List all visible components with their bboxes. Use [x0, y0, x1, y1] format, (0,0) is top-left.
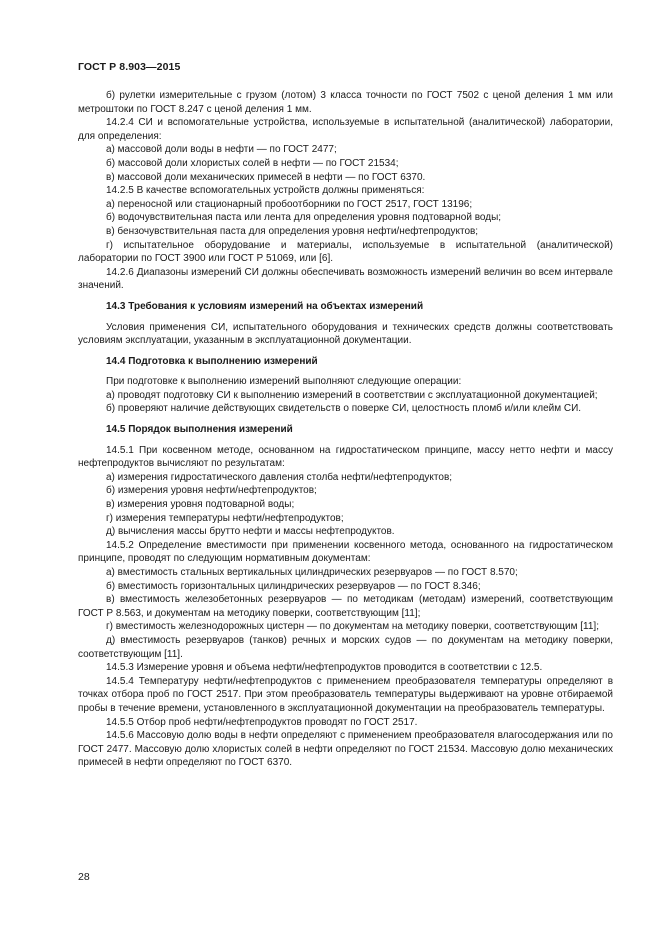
list-item: г) измерения температуры нефти/нефтепродуктов; — [106, 512, 344, 524]
section-heading-14-5: 14.5 Порядок выполнения измерений — [106, 424, 293, 436]
list-item: а) проводят подготовку СИ к выполнению измерений в соответствии с эксплуатационной документацией; — [106, 389, 598, 401]
paragraph: 14.2.5 В качестве вспомогательных устройств должны применяться: — [106, 185, 425, 197]
list-item: а) переносной или стационарный пробоотборники по ГОСТ 2517, ГОСТ 13196; — [106, 198, 473, 210]
paragraph: б) рулетки измерительные с грузом (лотом) 3 класса точности по ГОСТ 7502 с ценой деления 1 мм или метроштоки по ГОСТ 8.247 с ценой деления 1 мм. — [78, 90, 613, 115]
list-item: г) вместимость железнодорожных цистерн — по документам на методику поверки, соответствующим [11]; — [106, 621, 599, 633]
list-item: в) измерения уровня подтоварной воды; — [106, 499, 295, 511]
list-item: в) вместимость железобетонных резервуаров — по методикам (методам) измерений, соответствующим ГОСТ Р 8.563, и документам на методику поверки, соответствующим [11]; — [78, 594, 613, 619]
list-item: б) измерения уровня нефти/нефтепродуктов; — [106, 485, 317, 497]
paragraph: 14.5.5 Отбор проб нефти/нефтепродуктов проводят по ГОСТ 2517. — [106, 716, 418, 728]
paragraph: 14.2.6 Диапазоны измерений СИ должны обеспечивать возможность измерений величин во всем интервале значений. — [78, 266, 613, 292]
page-body — [78, 89, 613, 770]
paragraph: 14.5.6 Массовую долю воды в нефти определяют с применением преобразователя влагосодержания или по ГОСТ 2477. Массовую долю хлористых солей в нефти определяют по ГОСТ 21534. Массовую долю механических примесей в нефти определяют по ГОСТ 6370. — [78, 730, 613, 769]
list-item: г) испытательное оборудование и материалы, используемые в испытательной (аналитической) лаборатории по ГОСТ 3900 или ГОСТ Р 51069, или [6]. — [78, 239, 613, 265]
page-number: 28 — [78, 871, 90, 883]
list-item: д) вычисления массы брутто нефти и массы нефтепродуктов. — [106, 526, 395, 538]
paragraph: 14.5.4 Температуру нефти/нефтепродуктов с применением преобразователя температуры определяют в точках отбора проб по ГОСТ 2517. При этом преобразователь температуры выдерживают на уровне отбираемой пробы в течение времени, установленного в эксплуатационной документации на преобразователь температуры. — [78, 675, 613, 714]
paragraph: 14.5.1 При косвенном методе, основанном на гидростатическом принципе, массу нетто нефти и массу нефтепродуктов вычисляют по результатам: — [78, 444, 613, 470]
list-item: а) вместимость стальных вертикальных цилиндрических резервуаров — по ГОСТ 8.570; — [106, 567, 518, 578]
section-heading-14-3: 14.3 Требования к условиям измерений на объектах измерений — [106, 300, 424, 312]
list-item: б) вместимость горизонтальных цилиндрических резервуаров — по ГОСТ 8.346; — [106, 580, 481, 592]
list-item: в) бензочувствительная паста для определения уровня нефти/нефтепродуктов; — [106, 225, 479, 237]
list-item: в) массовой доли механических примесей в нефти — по ГОСТ 6370. — [106, 171, 426, 183]
paragraph: Условия применения СИ, испытательного оборудования и технических средств должны соответствовать условиям эксплуатации, указанным в эксплуатационной документации. — [78, 321, 613, 347]
list-item: б) массовой доли хлористых солей в нефти — по ГОСТ 21534; — [106, 157, 399, 169]
list-item: б) водочувствительная паста или лента для определения уровня подтоварной воды; — [106, 212, 502, 224]
list-item: а) массовой доли воды в нефти — по ГОСТ 2477; — [106, 144, 337, 156]
paragraph: При подготовке к выполнению измерений выполняют следующие операции: — [106, 376, 462, 388]
list-item: а) измерения гидростатического давления столба нефти/нефтепродуктов; — [106, 471, 453, 483]
paragraph: 14.5.2 Определение вместимости при применении косвенного метода, основанного на гидростатическом принципе, проводят по следующим нормативным документам: — [78, 539, 613, 565]
paragraph: 14.5.3 Измерение уровня и объема нефти/нефтепродуктов проводится в соответствии с 12.5. — [106, 662, 543, 674]
running-header: ГОСТ Р 8.903—2015 — [78, 61, 181, 73]
section-heading-14-4: 14.4 Подготовка к выполнению измерений — [106, 355, 318, 367]
list-item: б) проверяют наличие действующих свидетельств о поверке СИ, целостность пломб и/или клейм СИ. — [106, 403, 582, 415]
list-item: д) вместимость резервуаров (танков) речных и морских судов — по документам на методику поверки, соответствующим [11]. — [78, 634, 613, 660]
paragraph: 14.2.4 СИ и вспомогательные устройства, используемые в испытательной (аналитической) лаборатории, для определения: — [78, 117, 613, 142]
